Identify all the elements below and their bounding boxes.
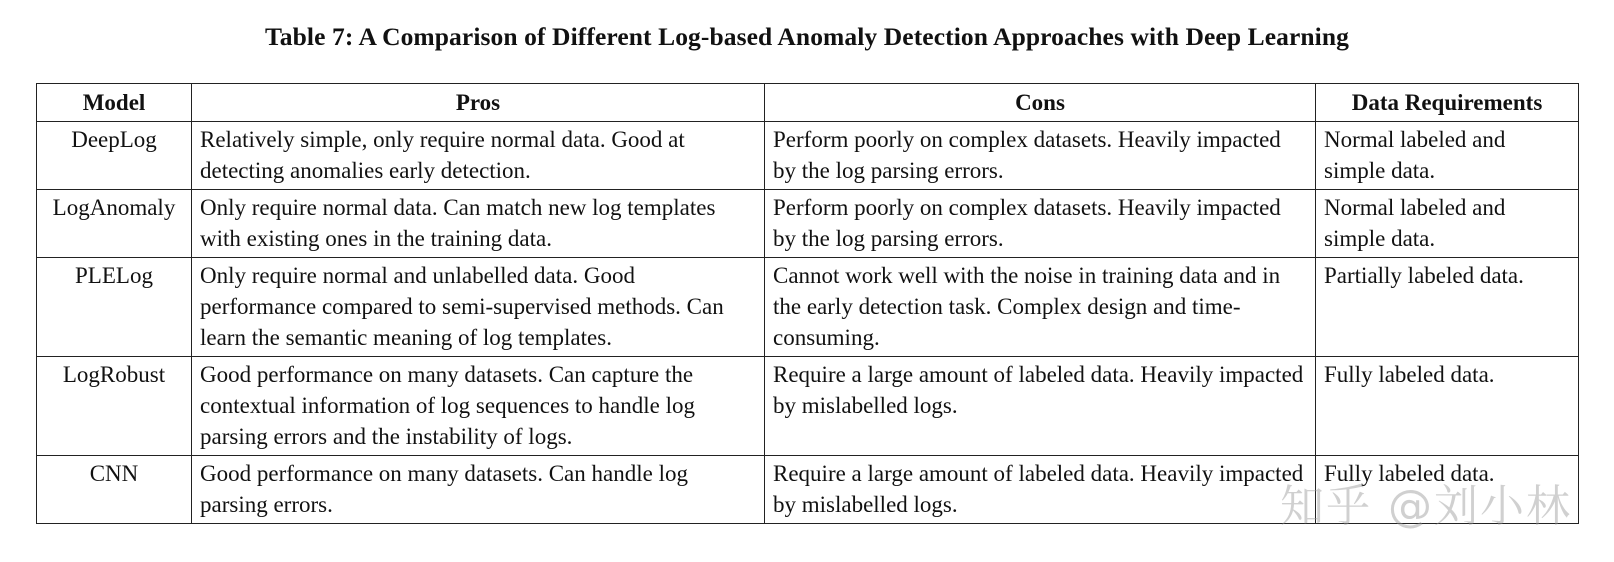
table-row xyxy=(37,122,1579,190)
cons-cell: Cannot work well with the noise in training data and in the early detection task. Complex design and time-consuming. xyxy=(765,258,1316,357)
data-requirements-cell: Normal labeled and simple data. xyxy=(1316,122,1579,190)
model-cell: DeepLog xyxy=(37,122,192,190)
model-cell: LogAnomaly xyxy=(37,190,192,258)
header-pros: Pros xyxy=(192,84,765,122)
model-cell: LogRobust xyxy=(37,357,192,456)
watermark-text: 知乎 @刘小林 xyxy=(1280,481,1572,532)
table-row xyxy=(37,357,1579,456)
table-caption: Table 7: A Comparison of Different Log-based Anomaly Detection Approaches with Deep Learning xyxy=(265,22,1349,51)
table-row xyxy=(37,456,1579,524)
table-header-row xyxy=(37,84,1579,122)
model-cell: PLELog xyxy=(37,258,192,357)
header-data-requirements: Data Requirements xyxy=(1316,84,1579,122)
pros-cell: Good performance on many datasets. Can handle log parsing errors. xyxy=(192,456,765,524)
table-row xyxy=(37,190,1579,258)
comparison-table xyxy=(36,83,1579,524)
data-requirements-cell: Normal labeled and simple data. xyxy=(1316,190,1579,258)
data-requirements-cell: Partially labeled data. xyxy=(1316,258,1579,357)
cons-cell: Require a large amount of labeled data. Heavily impacted by mislabelled logs. xyxy=(765,456,1316,524)
table-row xyxy=(37,258,1579,357)
cons-cell: Require a large amount of labeled data. Heavily impacted by mislabelled logs. xyxy=(765,357,1316,456)
model-cell: CNN xyxy=(37,456,192,524)
header-cons: Cons xyxy=(765,84,1316,122)
pros-cell: Relatively simple, only require normal data. Good at detecting anomalies early detection. xyxy=(192,122,765,190)
pros-cell: Only require normal data. Can match new log templates with existing ones in the training data. xyxy=(192,190,765,258)
pros-cell: Only require normal and unlabelled data. Good performance compared to semi-supervised methods. Can learn the semantic meaning of log templates. xyxy=(192,258,765,357)
data-requirements-cell: Fully labeled data. xyxy=(1316,357,1579,456)
pros-cell: Good performance on many datasets. Can capture the contextual information of log sequences to handle log parsing errors and the instability of logs. xyxy=(192,357,765,456)
data-requirements-cell: Fully labeled data. xyxy=(1316,456,1579,524)
header-model: Model xyxy=(37,84,192,122)
cons-cell: Perform poorly on complex datasets. Heavily impacted by the log parsing errors. xyxy=(765,122,1316,190)
cons-cell: Perform poorly on complex datasets. Heavily impacted by the log parsing errors. xyxy=(765,190,1316,258)
